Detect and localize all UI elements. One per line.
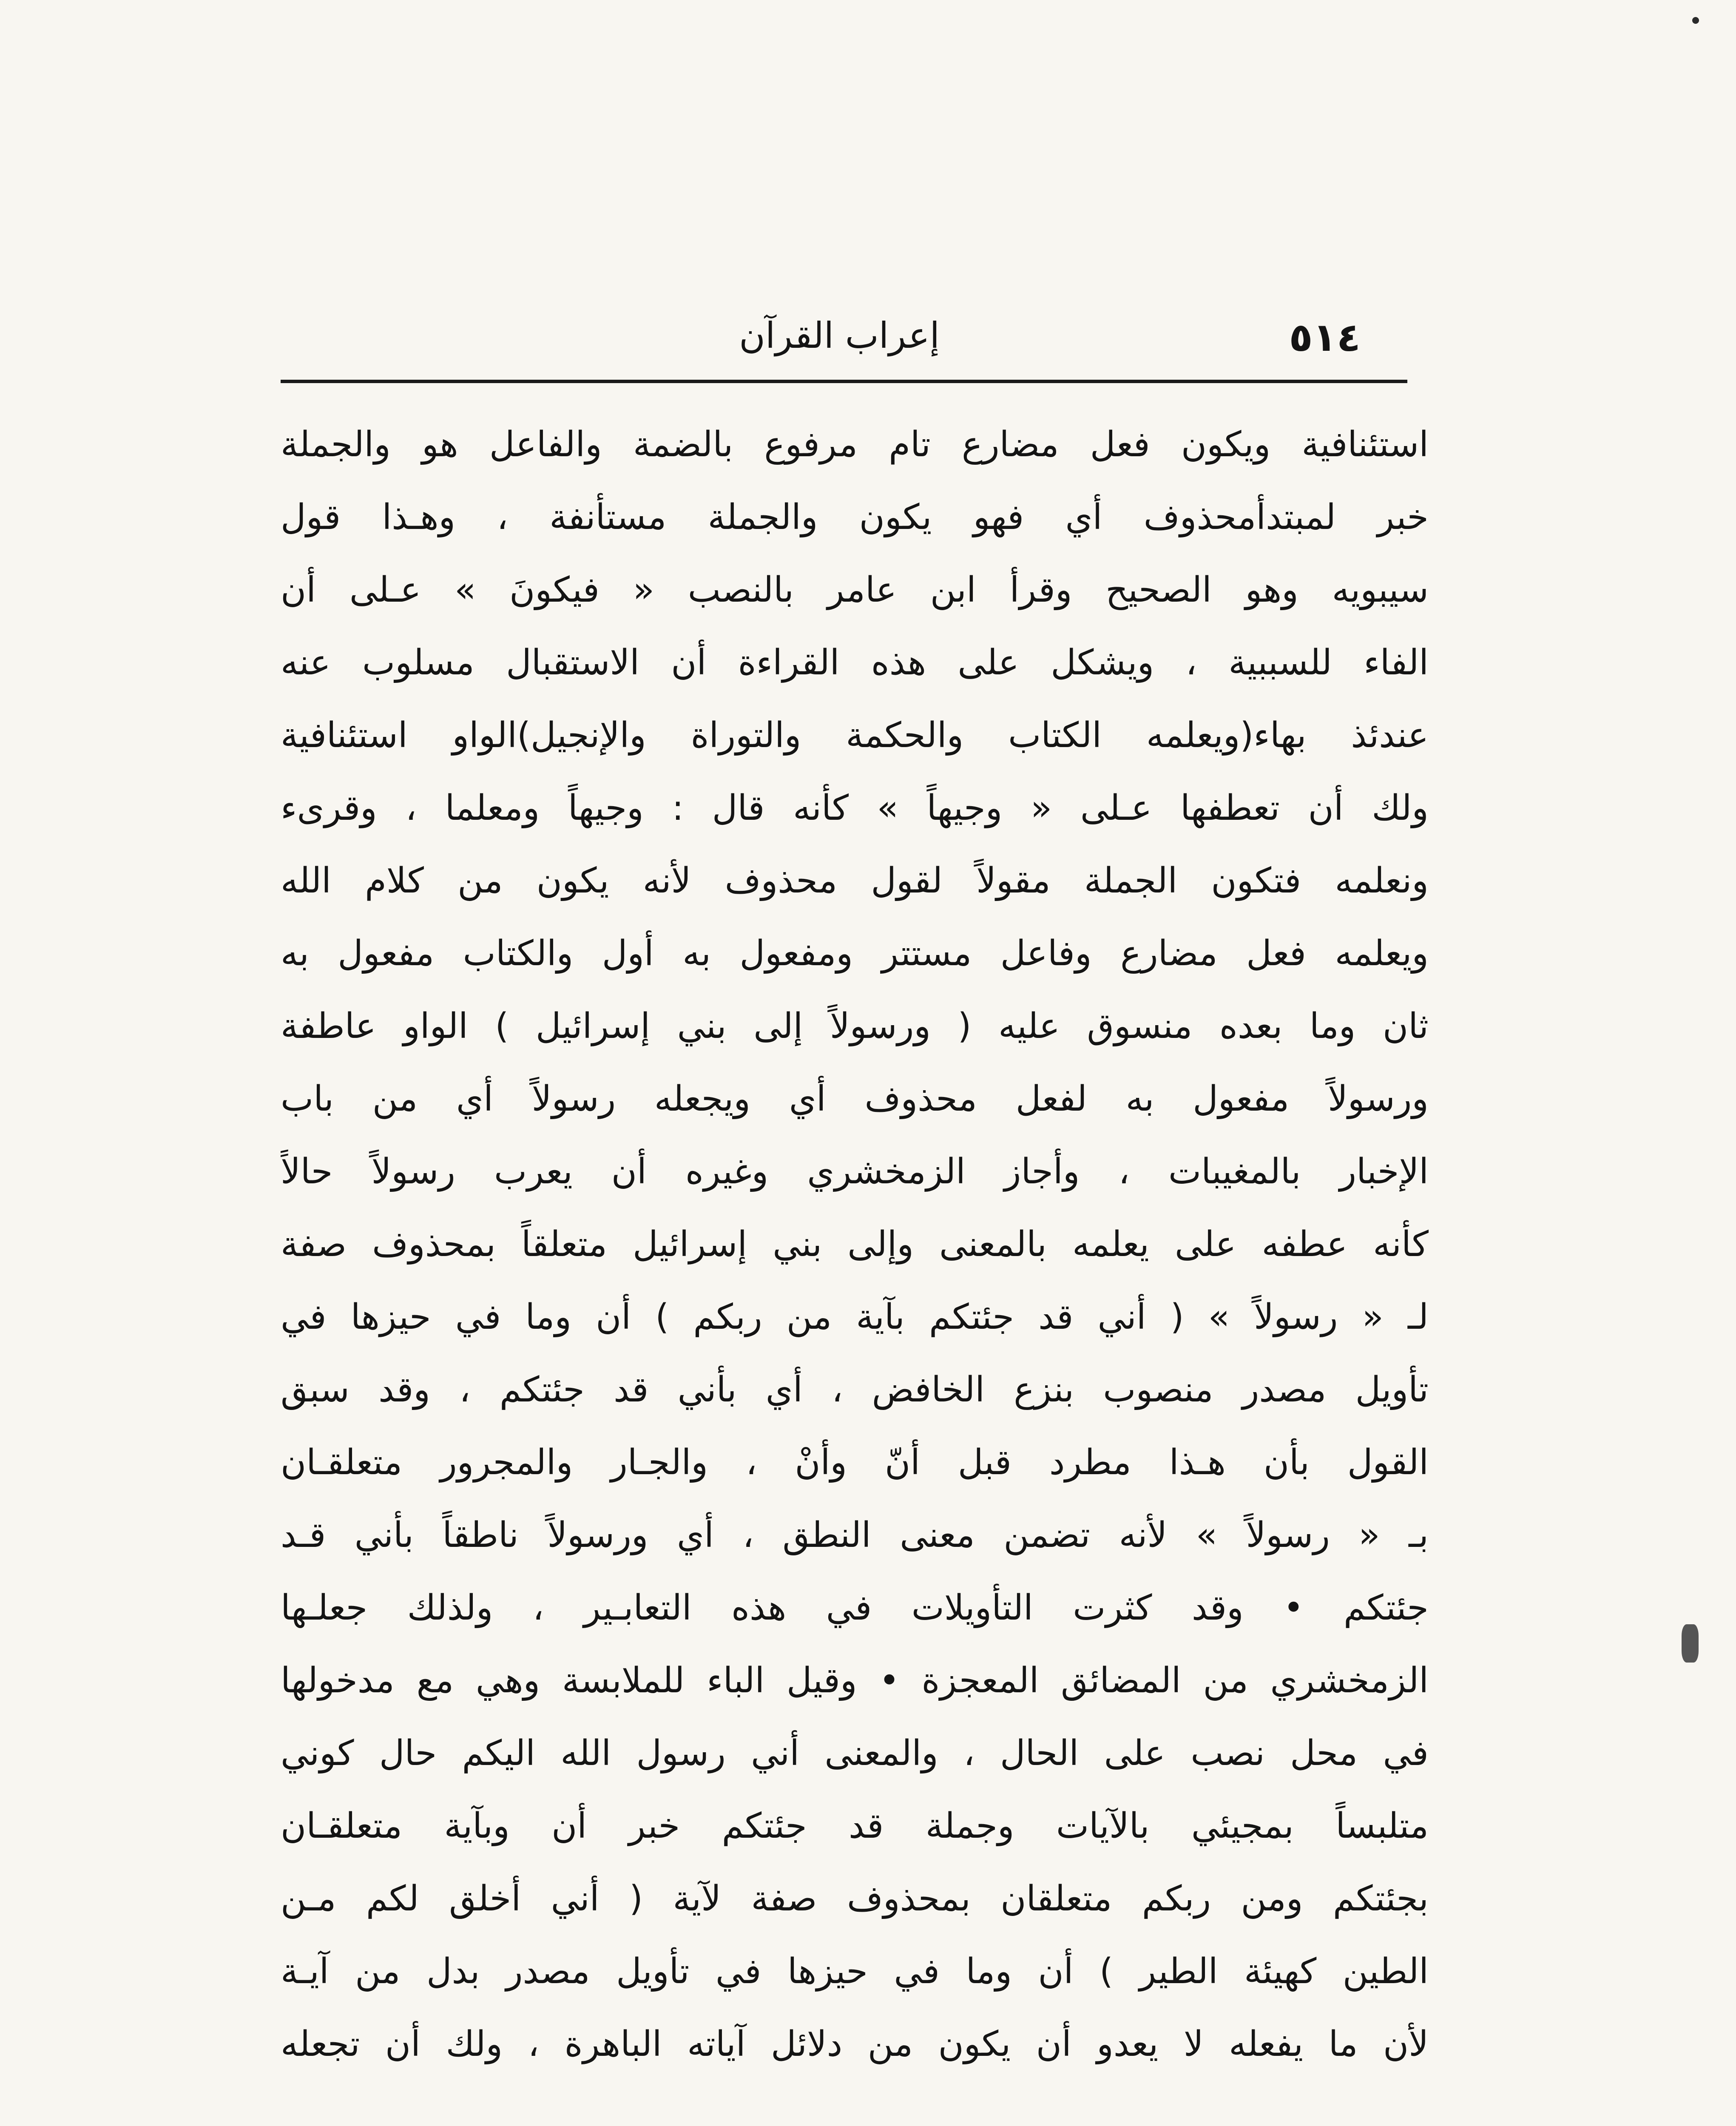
text-line: سيبويه وهو الصحيح وقرأ ابن عامر بالنصب « فيكونَ » عـلى أن — [281, 570, 1429, 610]
text-line: بجئتكم ومن ربكم متعلقان بمحذوف صفة لآية ( أني أخلق لكم مـن — [281, 1879, 1429, 1919]
page-header — [281, 306, 1407, 374]
text-line: ويعلمه فعل مضارع وفاعل مستتر ومفعول به أول والكتاب مفعول به — [281, 933, 1429, 974]
text-line: ورسولاً مفعول به لفعل محذوف أي ويجعله رسولاً أي من باب — [281, 1079, 1429, 1119]
header-rule — [281, 380, 1407, 383]
text-line: الزمخشري من المضائق المعجزة • وقيل الباء للملابسة وهي مع مدخولها — [281, 1660, 1429, 1701]
scan-speck — [1692, 17, 1699, 24]
text-line: متلبساً بمجيئي بالآيات وجملة قد جئتكم خبر أن وبآية متعلقـان — [281, 1806, 1429, 1846]
text-line: في محل نصب على الحال ، والمعنى أني رسول الله اليكم حال كوني — [281, 1733, 1429, 1774]
text-line: تأويل مصدر منصوب بنزع الخافض ، أي بأني قد جئتكم ، وقد سبق — [281, 1370, 1429, 1410]
text-line: كأنه عطفه على يعلمه بالمعنى وإلى بني إسرائيل متعلقاً بمحذوف صفة — [281, 1224, 1429, 1265]
text-line: الإخبار بالمغيبات ، وأجاز الزمخشري وغيره أن يعرب رسولاً حالاً — [281, 1151, 1429, 1192]
text-line: لـ « رسولاً » ( أني قد جئتكم بآية من ربكم ) أن وما في حيزها في — [281, 1297, 1429, 1337]
body-text — [281, 408, 1429, 2081]
text-line: خبر لمبتدأمحذوف أي فهو يكون والجملة مستأنفة ، وهـذا قول — [281, 497, 1429, 537]
running-title: إعراب القرآن — [739, 315, 940, 356]
text-line: ونعلمه فتكون الجملة مقولاً لقول محذوف لأنه يكون من كلام الله — [281, 861, 1429, 901]
text-line: عندئذ بهاء(ويعلمه الكتاب والحكمة والتوراة والإنجيل)الواو استئنافية — [281, 715, 1429, 756]
text-line: استئنافية ويكون فعل مضارع تام مرفوع بالضمة والفاعل هو والجملة — [281, 424, 1429, 465]
scan-speck — [1682, 1624, 1699, 1663]
text-line: الفاء للسببية ، ويشكل على هذه القراءة أن الاستقبال مسلوب عنه — [281, 642, 1429, 683]
text-line: الطين كهيئة الطير ) أن وما في حيزها في تأويل مصدر بدل من آيـة — [281, 1951, 1429, 1992]
text-line: ثان وما بعده منسوق عليه ( ورسولاً إلى بني إسرائيل ) الواو عاطفة — [281, 1006, 1429, 1046]
text-line: القول بأن هـذا مطرد قبل أنّ وأنْ ، والجـار والمجرور متعلقـان — [281, 1442, 1429, 1483]
text-line: ولك أن تعطفها عـلى « وجيهاً » كأنه قال : وجيهاً ومعلما ، وقرىء — [281, 788, 1429, 828]
page-number: ٥١٤ — [1289, 315, 1361, 360]
text-line: بـ « رسولاً » لأنه تضمن معنى النطق ، أي ورسولاً ناطقاً بأني قـد — [281, 1515, 1429, 1555]
text-line: لأن ما يفعله لا يعدو أن يكون من دلائل آياته الباهرة ، ولك أن تجعله — [281, 2024, 1429, 2064]
text-line: جئتكم • وقد كثرت التأويلات في هذه التعابـير ، ولذلك جعلـها — [281, 1588, 1429, 1628]
